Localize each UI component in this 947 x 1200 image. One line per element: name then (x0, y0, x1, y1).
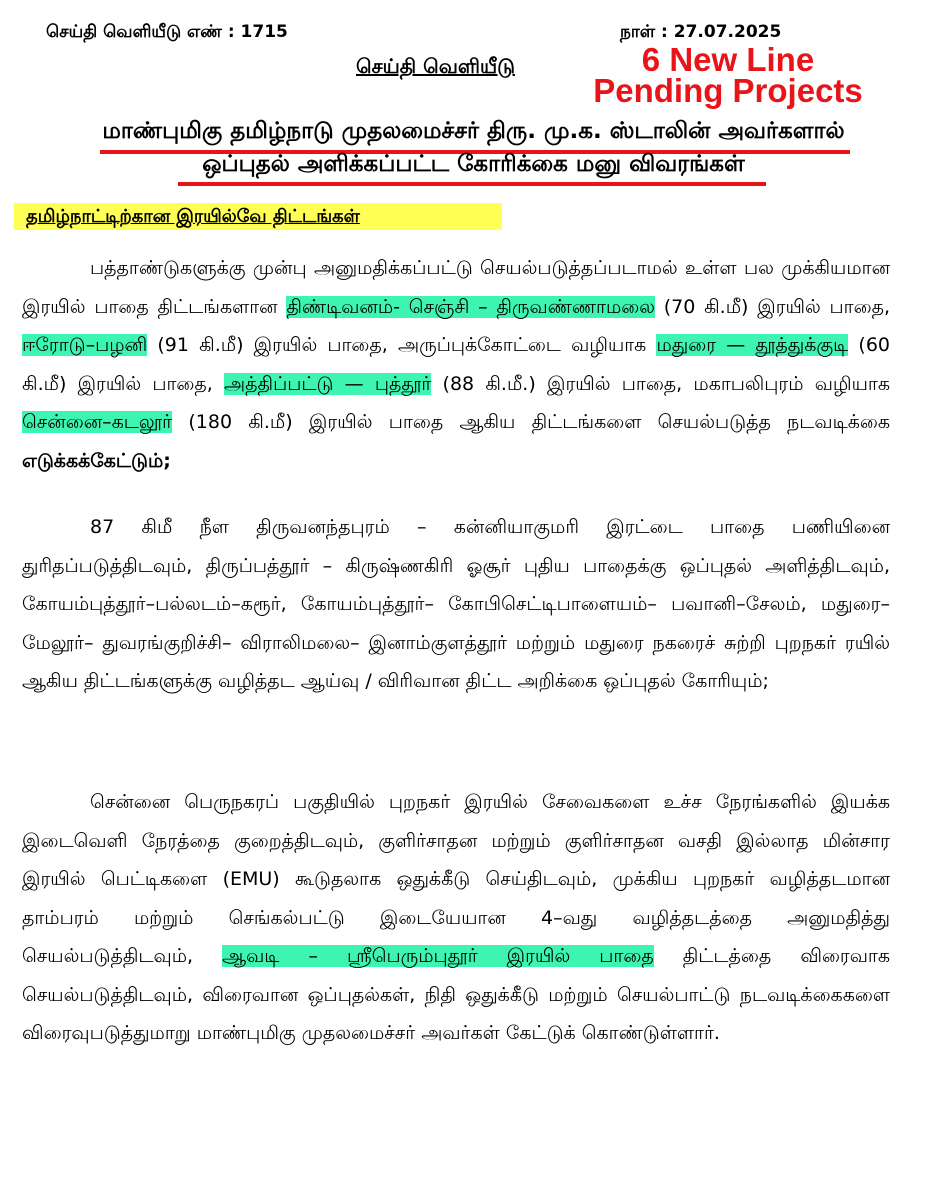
highlight-project-6: ஆவடி – ஸ்ரீபெரும்புதூர் இரயில் பாதை (222, 945, 654, 967)
p2-text: 87 கிமீ நீள திருவனந்தபுரம் – கன்னியாகுமரி இரட்டை பாதை பணியினை துரிதப்படுத்திடவும், திருப்பத்தூர் – கிருஷ்ணகிரி ஓசூர் புதிய பாதைக்கு ஒப்புதல் அளித்திடவும், கோயம்புத்தூர்–பல்லடம்–கரூர், கோயம்புத்தூர்– கோபிசெட்டிபாளையம்– பவானி–சேலம், மதுரை– மேலூர்– துவரங்குறிச்சி– விராலிமலை– இனாம்குளத்தூர் மற்றும் மதுரை நகரைச் சுற்றி புறநகர் ரயில் ஆகிய திட்டங்களுக்கு வழித்தட ஆய்வு / விரிவான திட்ட அறிக்கை ஒப்புதல் கோரியும்; (22, 516, 890, 692)
overlay-annotation (592, 41, 864, 109)
paragraph-2 (22, 508, 890, 701)
p1-text: (88 கி.மீ.) இரயில் பாதை, மகாபலிபுரம் வழியாக (431, 372, 890, 395)
subtitle-line-1: மாண்புமிகு தமிழ்நாடு முதலமைச்சர் திரு. மு.க. ஸ்டாலின் அவர்களால் (102, 118, 845, 144)
subtitle-underline-2 (178, 182, 766, 186)
release-number: செய்தி வெளியீடு எண் : 1715 (46, 22, 288, 42)
p3-text: திட்டத்தை விரைவாக செயல்படுத்திடவும், விரைவான ஒப்புதல்கள், நிதி ஒதுக்கீடு மற்றும் செயல்பாட்டு நடவடிக்கைகளை விரைவுபடுத்துமாறு (22, 945, 890, 1044)
subtitle-line-2: ஒப்புதல் அளிக்கப்பட்ட கோரிக்கை மனு விவரங்கள் (202, 151, 745, 177)
p3-text: மாண்புமிகு முதலமைச்சர் அவர்கள் கேட்டுக் கொண்டுள்ளார். (190, 1022, 720, 1044)
highlight-project-2: ஈரோடு–பழனி (22, 334, 148, 356)
release-date: நாள் : 27.07.2025 (620, 22, 782, 42)
p1-text: (70 கி.மீ) இரயில் பாதை, (655, 295, 890, 318)
overlay-line-2: Pending Projects (593, 72, 863, 109)
paragraph-3 (22, 783, 890, 1053)
p1-text: (60 கி.மீ) இரயில் பாதை, (22, 334, 891, 395)
highlight-project-5: சென்னை–கடலூர் (22, 411, 173, 433)
overlay-line-1: 6 New Line (641, 41, 815, 78)
p3-text: சென்னை பெருநகரப் பகுதியில் புறநகர் இரயில் சேவைகளை உச்ச நேரங்களில் இயக்க இடைவெளி நேரத்தை குறைத்திடவும், குளிர்சாதன மற்றும் குளிர்சாதன வசதி இல்லாத மின்சார இரயில் பெட்டிகளை (EMU) கூடுதலாக ஒதுக்கீடு செய்திடவும், முக்கிய புறநகர் வழித்தடமான தாம்பரம் மற்றும் செங்கல்பட்டு இடையேயான 4–வது வழித்தடத்தை அனுமதித்து செயல்படுத்திடவும், (22, 791, 890, 967)
p1-text: (91 கி.மீ) இரயில் பாதை, அருப்புக்கோட்டை வழியாக (147, 334, 657, 356)
release-title: செய்தி வெளியீடு (356, 54, 515, 78)
highlight-project-1: திண்டிவனம்- செஞ்சி – திருவண்ணாமலை (286, 295, 656, 318)
highlight-project-3: மதுரை — தூத்துக்குடி (656, 334, 849, 356)
p1-text: (180 கி.மீ) இரயில் பாதை ஆகிய திட்டங்களை செயல்படுத்த நடவடிக்கை (172, 411, 890, 433)
highlight-project-4: அத்திப்பட்டு — புத்தூர் (224, 372, 432, 395)
section-heading: தமிழ்நாட்டிற்கான இரயில்வே திட்டங்கள் (14, 203, 502, 230)
p1-bold-text: எடுக்கக்கேட்டும்; (22, 449, 171, 472)
p1-text: பத்தாண்டுகளுக்கு முன்பு அனுமதிக்கப்பட்டு செயல்படுத்தப்படாமல் உள்ள பல முக்கியமான இரயில் பாதை திட்டங்களான (22, 257, 890, 318)
paragraph-1 (22, 249, 890, 480)
